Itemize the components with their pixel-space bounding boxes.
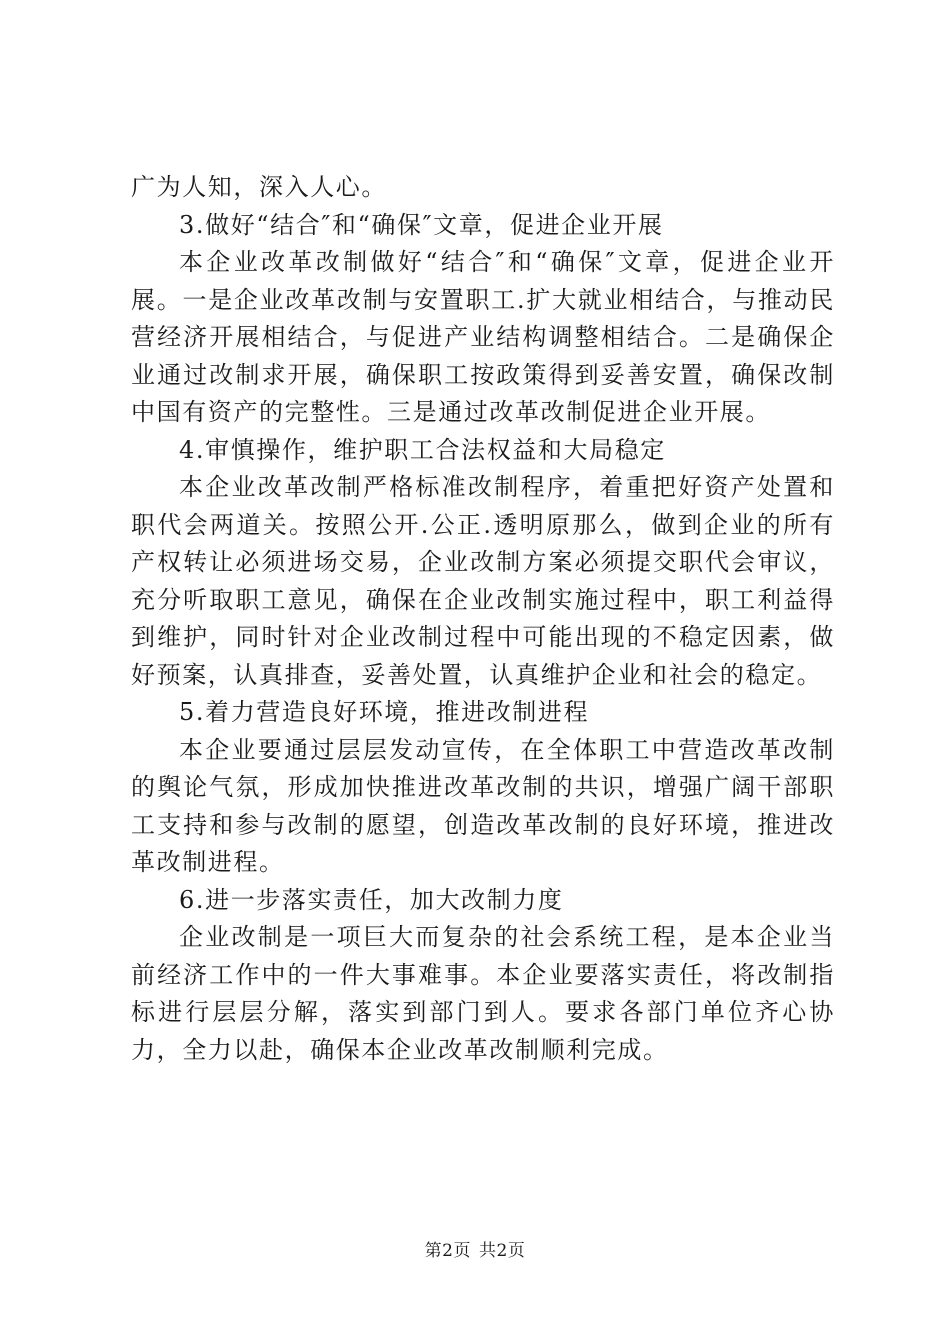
page-number: 第2页 bbox=[424, 1241, 471, 1261]
paragraph-section-5: 本企业要通过层层发动宣传，在全体职工中营造改革改制的舆论气氛，形成加快推进改革改制的共识，增强广阔干部职工支持和参与改制的愿望，创造改革改制的良好环境，推进改革改制进程。 bbox=[131, 735, 835, 876]
paragraph-section-3: 本企业改革改制做好“结合″和“确保″文章，促进企业开展。一是企业改革改制与安置职工.扩大就业相结合，与推动民营经济开展相结合，与促进产业结构调整相结合。二是确保企业通过改制求开展，确保职工按政策得到妥善安置，确保改制中国有资产的完整性。三是通过改革改制促进企业开展。 bbox=[131, 248, 835, 426]
document-body bbox=[131, 169, 835, 1069]
page-footer bbox=[0, 1241, 950, 1261]
section-heading-4: 4.审慎操作，维护职工合法权益和大局稳定 bbox=[179, 435, 666, 464]
paragraph-continuation: 广为人知，深入人心。 bbox=[131, 173, 387, 201]
section-heading-6: 6.进一步落实责任，加大改制力度 bbox=[179, 885, 564, 914]
page-total: 共2页 bbox=[479, 1241, 526, 1261]
section-heading-5: 5.着力营造良好环境，推进改制进程 bbox=[179, 698, 590, 726]
paragraph-section-6: 企业改制是一项巨大而复杂的社会系统工程，是本企业当前经济工作中的一件大事难事。本企业要落实责任，将改制指标进行层层分解，落实到部门到人。要求各部门单位齐心协力，全力以赴，确保本企业改革改制顺利完成。 bbox=[131, 923, 835, 1064]
section-heading-3: 3.做好“结合″和“确保″文章，促进企业开展 bbox=[179, 210, 664, 239]
paragraph-section-4: 本企业改革改制严格标准改制程序，着重把好资产处置和职代会两道关。按照公开.公正.透明原那么，做到企业的所有产权转让必须进场交易，企业改制方案必须提交职代会审议，充分听取职工意见，确保在企业改制实施过程中，职工利益得到维护，同时针对企业改制过程中可能出现的不稳定因素，做好预案，认真排查，妥善处置，认真维护企业和社会的稳定。 bbox=[131, 473, 835, 689]
